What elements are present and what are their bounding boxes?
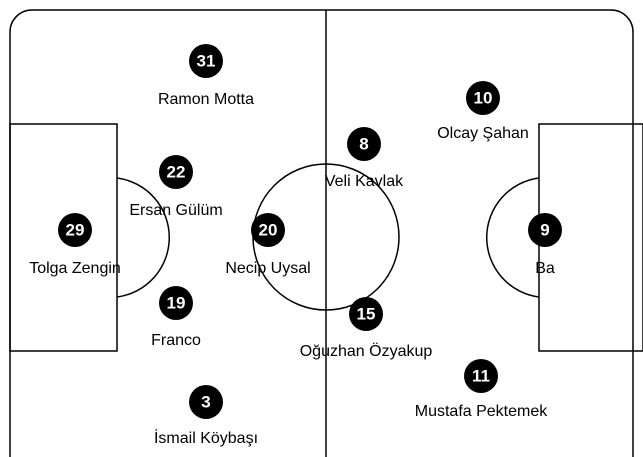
player-name: Mustafa Pektemek (414, 403, 548, 420)
player-marker (151, 286, 201, 349)
player-number: 9 (540, 220, 550, 240)
player-name: Ba (535, 260, 555, 277)
left-penalty-arc (117, 178, 169, 297)
player-number: 15 (356, 304, 376, 324)
player-name: Necip Uysal (225, 260, 311, 277)
player-number: 22 (166, 162, 186, 182)
player-marker (325, 127, 404, 190)
player-name: Olcay Şahan (437, 125, 529, 142)
player-name: Tolga Zengin (29, 260, 121, 277)
player-name: İsmail Köybaşı (153, 430, 259, 447)
player-number: 11 (472, 366, 490, 386)
player-number: 31 (196, 51, 216, 71)
player-marker (437, 81, 529, 142)
player-name: Ersan Gülüm (129, 202, 223, 219)
player-name: Ramon Motta (157, 91, 255, 108)
player-number: 20 (258, 220, 278, 240)
player-number: 10 (473, 88, 493, 108)
player-number: 19 (166, 293, 186, 313)
player-marker (528, 213, 562, 277)
player-marker (225, 213, 310, 277)
player-marker (158, 44, 254, 108)
player-marker (129, 155, 222, 219)
player-marker (415, 359, 549, 420)
player-name: Oğuzhan Özyakup (299, 343, 433, 360)
player-marker (300, 297, 433, 360)
player-name: Veli Kavlak (324, 173, 404, 190)
player-number: 29 (65, 220, 85, 240)
player-marker (154, 385, 258, 447)
player-number: 3 (201, 392, 211, 412)
player-name: Franco (151, 332, 201, 349)
player-marker (29, 213, 121, 277)
player-number: 8 (359, 134, 369, 154)
